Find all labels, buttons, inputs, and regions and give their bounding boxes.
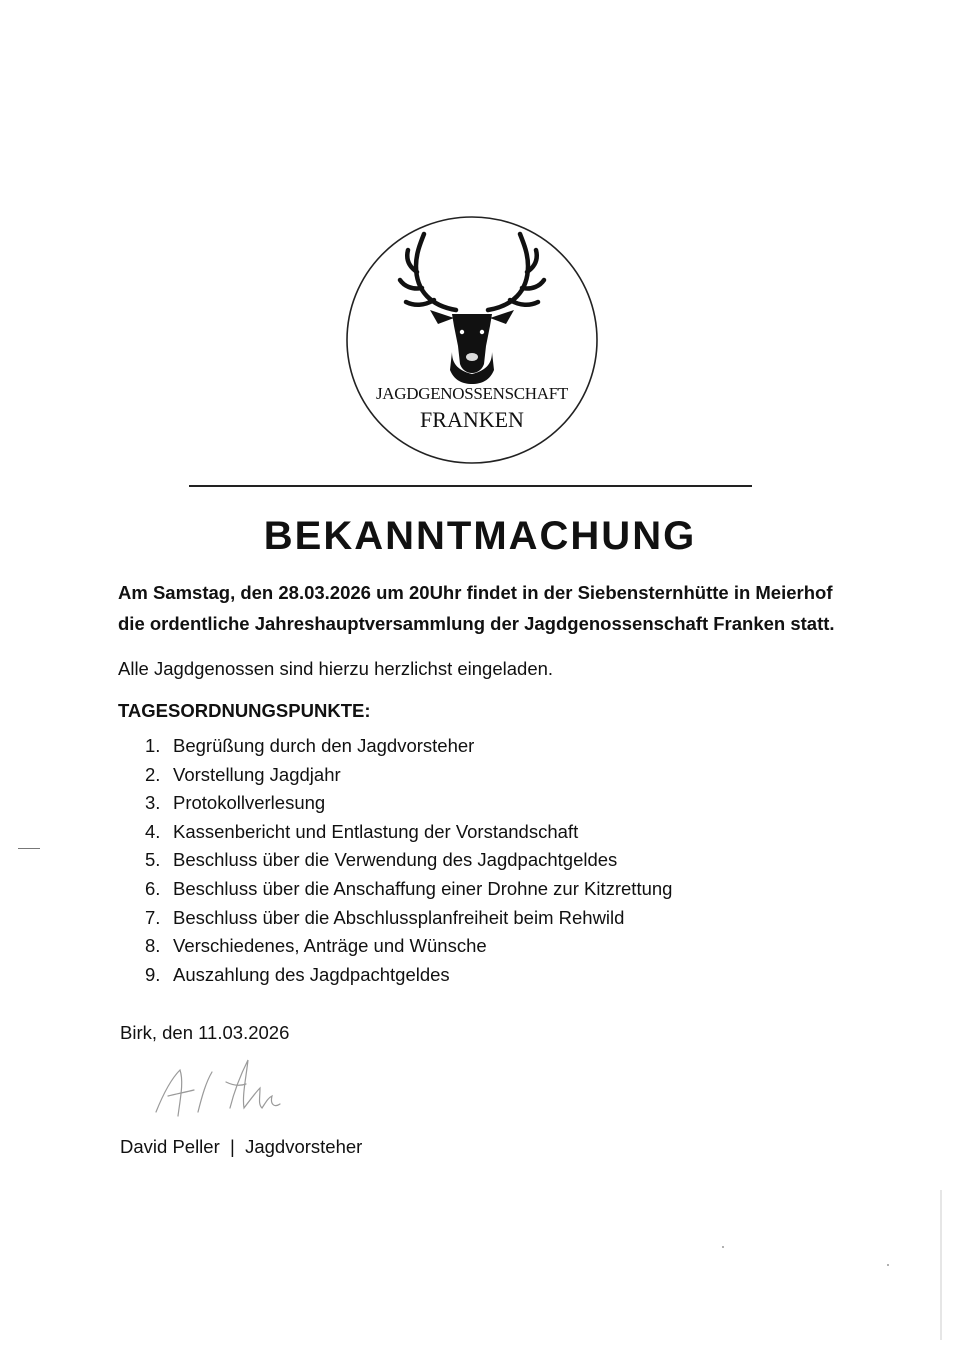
agenda-item-number: 2. — [145, 763, 161, 785]
agenda-item-number: 9. — [145, 963, 161, 985]
scan-speck — [722, 1246, 724, 1248]
agenda-item-text: Beschluss über die Abschlussplanfreiheit beim Rehwild — [173, 906, 625, 928]
page-title: BEKANNTMACHUNG — [263, 514, 697, 558]
agenda-item-text: Beschluss über die Verwendung des Jagdpachtgeldes — [173, 849, 618, 871]
agenda-item — [145, 935, 672, 964]
agenda-item-number: 3. — [145, 792, 161, 814]
agenda-item-number: 7. — [145, 906, 161, 928]
scan-edge-shadow — [940, 1190, 942, 1340]
agenda-item-text: Vorstellung Jagdjahr — [173, 763, 341, 785]
agenda-item-text: Auszahlung des Jagdpachtgeldes — [173, 963, 450, 985]
agenda-item — [145, 849, 672, 878]
agenda-item — [145, 764, 672, 793]
logo-text-line2: FRANKEN — [420, 407, 524, 432]
divider-line — [189, 485, 752, 487]
agenda-item — [145, 821, 672, 850]
agenda-item — [145, 964, 672, 993]
agenda-item-number: 5. — [145, 849, 161, 871]
logo-emblem — [344, 214, 600, 466]
agenda-item — [145, 735, 672, 764]
agenda-item-text: Kassenbericht und Entlastung der Vorstandschaft — [173, 820, 579, 842]
signer-name: David Peller | Jagdvorsteher — [120, 1136, 363, 1157]
invitation-text: Alle Jagdgenossen sind hierzu herzlichst eingeladen. — [118, 658, 554, 679]
agenda-list — [145, 735, 672, 992]
place-date: Birk, den 11.03.2026 — [120, 1022, 290, 1043]
scan-margin-mark — [18, 848, 40, 849]
logo-text-line1: JAGDGENOSSENSCHAFT — [375, 384, 569, 403]
agenda-heading: TAGESORDNUNGSPUNKTE: — [118, 700, 371, 721]
agenda-item-number: 6. — [145, 877, 161, 899]
agenda-item-number: 4. — [145, 820, 161, 842]
agenda-item-text: Verschiedenes, Anträge und Wünsche — [173, 935, 487, 957]
agenda-item-number: 1. — [145, 735, 161, 756]
scan-speck — [887, 1264, 889, 1266]
intro-paragraph: Am Samstag, den 28.03.2026 um 20Uhr findet in der Siebensternhütte in Meierhof die ordentliche Jahreshauptversammlung der Jagdgenossenschaft Franken statt. — [118, 582, 835, 634]
agenda-item-text: Begrüßung durch den Jagdvorsteher — [173, 735, 475, 756]
handwritten-signature — [150, 1052, 290, 1122]
agenda-item — [145, 878, 672, 907]
agenda-item — [145, 907, 672, 936]
agenda-item — [145, 792, 672, 821]
agenda-item-text: Protokollverlesung — [173, 792, 326, 814]
agenda-item-number: 8. — [145, 935, 161, 957]
agenda-item-text: Beschluss über die Anschaffung einer Drohne zur Kitzrettung — [173, 877, 673, 899]
